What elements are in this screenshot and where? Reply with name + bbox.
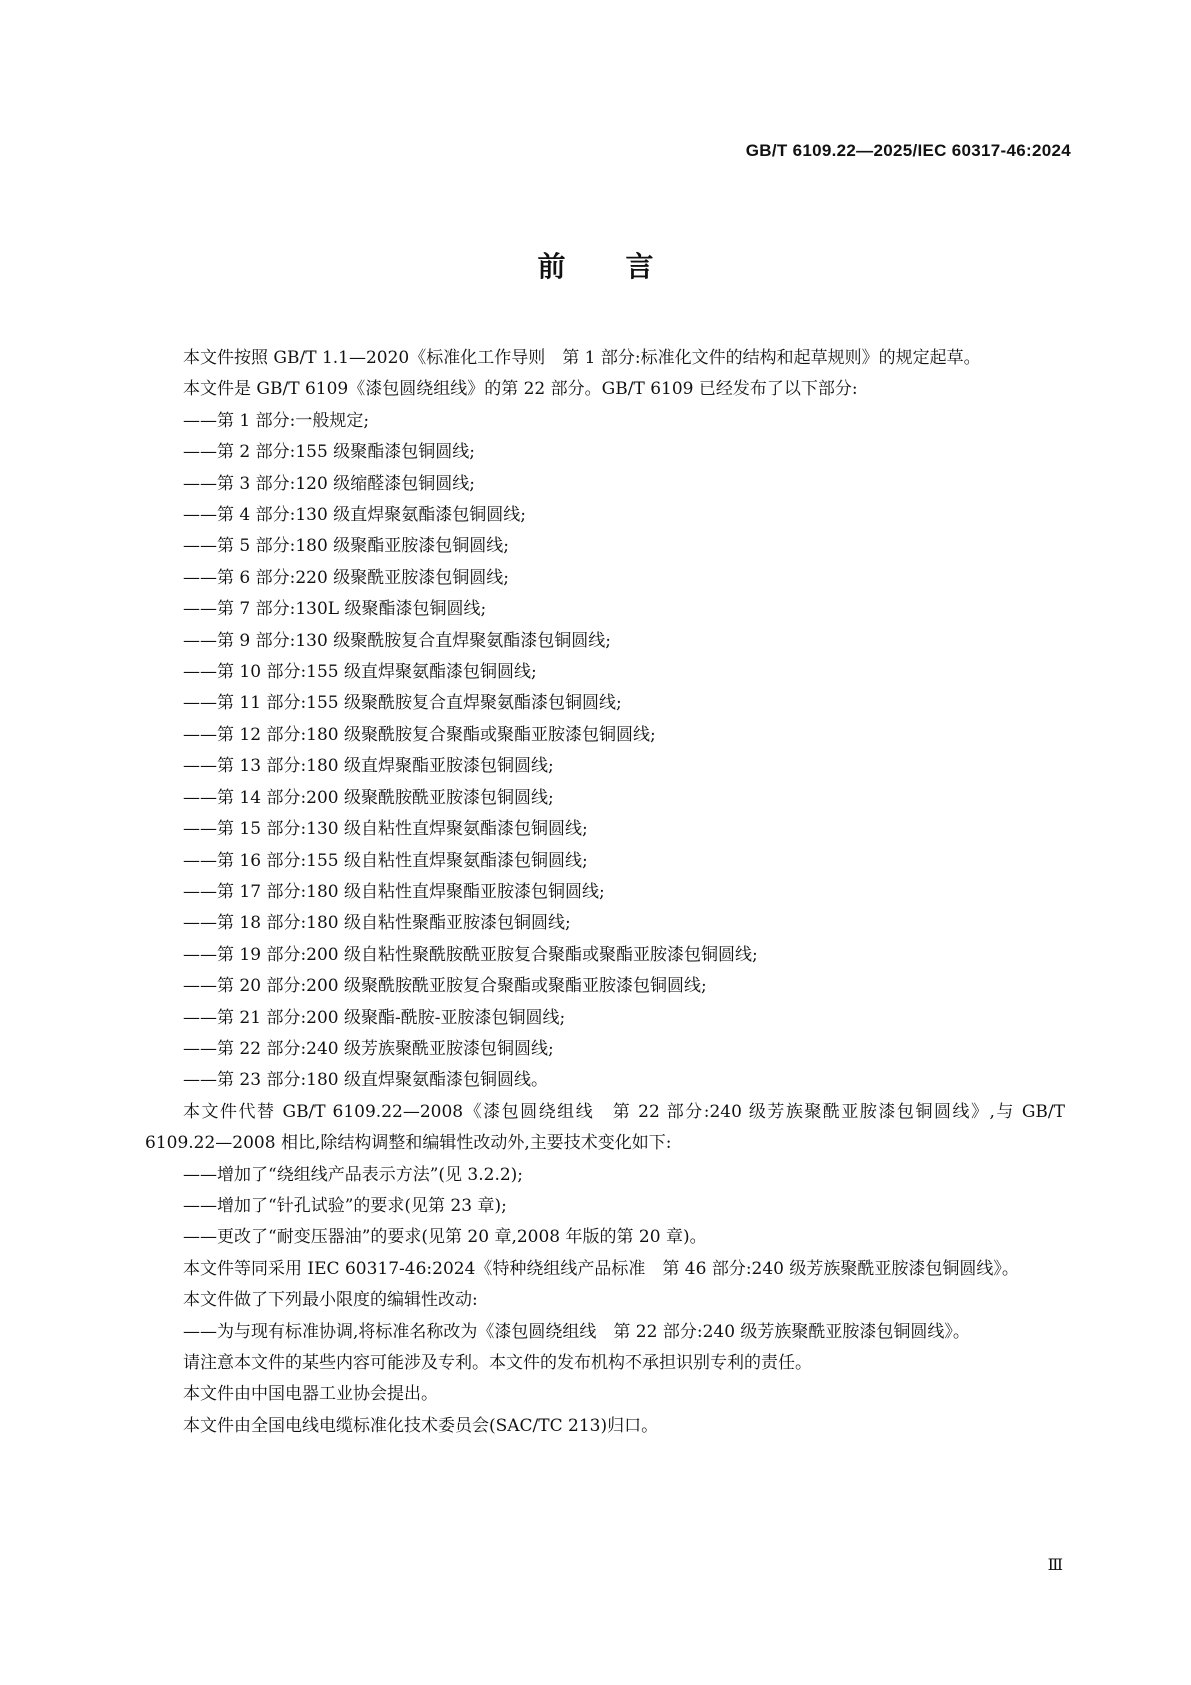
paragraph-patent-notice: 请注意本文件的某些内容可能涉及专利。本文件的发布机构不承担识别专利的责任。 (183, 1353, 812, 1373)
list-item: ——第 11 部分:155 级聚酰胺复合直焊聚氨酯漆包铜圆线; (183, 693, 622, 714)
paragraph-proposer: 本文件由中国电器工业协会提出。 (183, 1384, 438, 1405)
parts-list (145, 406, 1065, 1097)
paragraph-editorial-changes: 本文件做了下列最小限度的编辑性改动: (183, 1290, 478, 1311)
foreword-body (145, 343, 1065, 1442)
list-item: ——第 20 部分:200 级聚酰胺酰亚胺复合聚酯或聚酯亚胺漆包铜圆线; (183, 976, 707, 997)
paragraph-iec-adoption: 本文件等同采用 IEC 60317-46:2024《特种绕组线产品标准 第 46 部分:240 级芳族聚酰亚胺漆包铜圆线》。 (183, 1258, 1019, 1279)
list-item: ——第 19 部分:200 级自粘性聚酰胺酰亚胺复合聚酯或聚酯亚胺漆包铜圆线; (183, 944, 758, 965)
list-item: ——第 5 部分:180 级聚酯亚胺漆包铜圆线; (183, 536, 509, 557)
list-item: ——第 22 部分:240 级芳族聚酰亚胺漆包铜圆线; (183, 1038, 554, 1059)
list-item: ——为与现有标准协调,将标准名称改为《漆包圆绕组线 第 22 部分:240 级芳族聚酰亚胺漆包铜圆线》。 (183, 1321, 970, 1342)
paragraph-series-intro: 本文件是 GB/T 6109《漆包圆绕组线》的第 22 部分。GB/T 6109 已经发布了以下部分: (183, 379, 858, 400)
page-title: 前言 (537, 250, 714, 283)
list-item: ——第 23 部分:180 级直焊聚氨酯漆包铜圆线。 (183, 1070, 549, 1091)
list-item: ——第 7 部分:130L 级聚酯漆包铜圆线; (183, 599, 487, 620)
list-item: ——更改了“耐变压器油”的要求(见第 20 章,2008 年版的第 20 章)。 (183, 1227, 707, 1248)
list-item: ——第 2 部分:155 级聚酯漆包铜圆线; (183, 442, 475, 463)
edits-list (145, 1317, 1065, 1348)
paragraph-committee: 本文件由全国电线电缆标准化技术委员会(SAC/TC 213)归口。 (183, 1415, 659, 1436)
standard-number: GB/T 6109.22—2025/IEC 60317-46:2024 (745, 141, 1071, 160)
list-item: ——第 3 部分:120 级缩醛漆包铜圆线; (183, 473, 475, 494)
list-item: ——第 12 部分:180 级聚酰胺复合聚酯或聚酯亚胺漆包铜圆线; (183, 724, 656, 745)
list-item: ——第 16 部分:155 级自粘性直焊聚氨酯漆包铜圆线; (183, 850, 588, 871)
list-item: ——第 6 部分:220 级聚酰亚胺漆包铜圆线; (183, 567, 509, 588)
list-item: ——第 17 部分:180 级自粘性直焊聚酯亚胺漆包铜圆线; (183, 881, 605, 902)
list-item: ——第 1 部分:一般规定; (183, 410, 370, 431)
list-item: ——第 14 部分:200 级聚酰胺酰亚胺漆包铜圆线; (183, 787, 554, 808)
paragraph-replacement: 本文件代替 GB/T 6109.22—2008《漆包圆绕组线 第 22 部分:240 级芳族聚酰亚胺漆包铜圆线》,与 GB/T 6109.22—2008 相比,除结构调整和编辑性改动外,主要技术变化如下: (145, 1101, 1065, 1154)
paragraph-drafting-rules: 本文件按照 GB/T 1.1—2020《标准化工作导则 第 1 部分:标准化文件的结构和起草规则》的规定起草。 (183, 348, 981, 368)
list-item: ——第 13 部分:180 级直焊聚酯亚胺漆包铜圆线; (183, 756, 554, 777)
list-item: ——第 21 部分:200 级聚酯-酰胺-亚胺漆包铜圆线; (183, 1007, 566, 1028)
page-number: Ⅲ (1047, 1557, 1063, 1574)
list-item: ——增加了“绕组线产品表示方法”(见 3.2.2); (183, 1164, 524, 1185)
list-item: ——第 15 部分:130 级自粘性直焊聚氨酯漆包铜圆线; (183, 819, 588, 840)
list-item: ——第 10 部分:155 级直焊聚氨酯漆包铜圆线; (183, 662, 537, 683)
list-item: ——第 18 部分:180 级自粘性聚酯亚胺漆包铜圆线; (183, 913, 571, 934)
list-item: ——增加了“针孔试验”的要求(见第 23 章); (183, 1195, 507, 1216)
list-item: ——第 9 部分:130 级聚酰胺复合直焊聚氨酯漆包铜圆线; (183, 630, 611, 651)
list-item: ——第 4 部分:130 级直焊聚氨酯漆包铜圆线; (183, 505, 526, 526)
changes-list (145, 1160, 1065, 1254)
